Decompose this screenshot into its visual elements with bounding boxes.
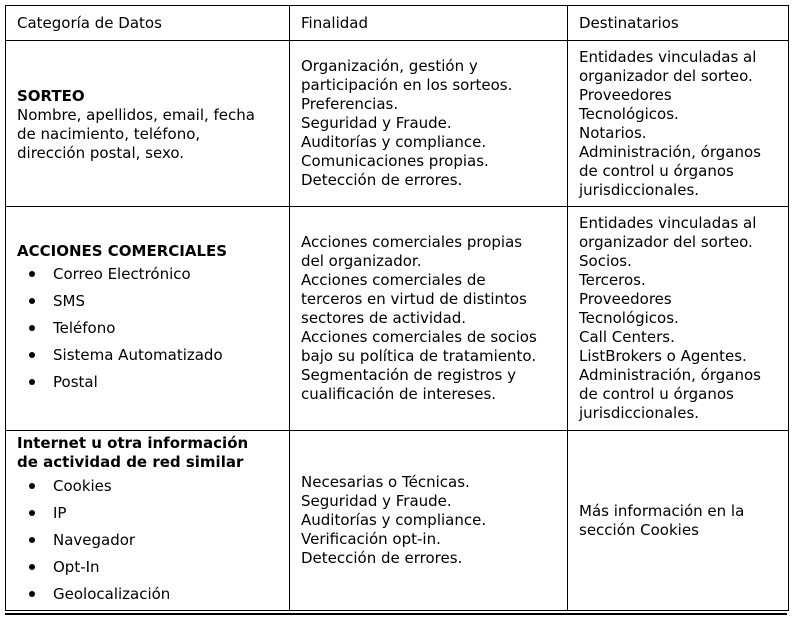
bottom-border (5, 613, 787, 615)
category-cell (6, 41, 290, 207)
header-cell-categoria (6, 6, 290, 41)
list-item-label: SMS (53, 292, 85, 310)
purpose-line: Seguridad y Fraude. (301, 114, 452, 132)
purpose-line: Preferencias. (301, 95, 399, 113)
list-item (17, 288, 283, 315)
table-row (6, 207, 789, 431)
purpose-line: Acciones comerciales de socios (301, 328, 537, 346)
purpose-line: Comunicaciones propias. (301, 152, 489, 170)
list-item (17, 526, 283, 553)
recipient-line: Más información en la (579, 501, 745, 520)
bullet-icon (29, 591, 35, 597)
recipient-line: Proveedores (579, 290, 672, 308)
list-item-label: IP (53, 503, 67, 522)
list-item-label: Geolocalización (53, 584, 171, 603)
recipient-line: de control u órganos (579, 385, 734, 403)
recipient-line: Entidades vinculadas al (579, 214, 757, 232)
bullet-icon (29, 564, 35, 570)
list-item (17, 472, 283, 499)
header-cell-destinatarios (568, 6, 789, 41)
bullet-icon (29, 298, 35, 304)
header-label: Destinatarios (579, 14, 679, 32)
bullet-icon (29, 325, 35, 331)
purpose-cell (290, 207, 568, 431)
recipients-cell (568, 41, 789, 207)
header-cell-finalidad (290, 6, 568, 41)
purpose-line: participación en los sorteos. (301, 76, 513, 94)
purpose-line: Auditorías y compliance. (301, 511, 487, 529)
list-item-label: Correo Electrónico (53, 265, 191, 283)
bullet-icon (29, 483, 35, 489)
purpose-line: sectores de actividad. (301, 309, 467, 327)
list-item (17, 553, 283, 580)
recipient-line: Entidades vinculadas al (579, 47, 757, 66)
table-row (6, 431, 789, 611)
list-item-label: Sistema Automatizado (53, 346, 223, 364)
recipient-line: organizador del sorteo. (579, 66, 753, 85)
header-label: Finalidad (301, 14, 368, 32)
category-title: Internet u otra información (17, 434, 249, 452)
recipients-cell (568, 431, 789, 611)
list-item-label: Opt-In (53, 557, 100, 576)
recipient-line: ListBrokers o Agentes. (579, 347, 747, 365)
recipient-line: Administración, órganos (579, 366, 761, 384)
purpose-line: Acciones comerciales propias (301, 233, 523, 251)
category-title: de actividad de red similar (17, 453, 244, 471)
list-item (17, 315, 283, 342)
table-row (6, 41, 789, 207)
purpose-line: Organización, gestión y (301, 57, 478, 75)
list-item-label: Cookies (53, 476, 112, 495)
bullet-icon (29, 271, 35, 277)
purpose-line: Verificación opt-in. (301, 530, 441, 548)
bullet-icon (29, 537, 35, 543)
recipient-line: Tecnológicos. (579, 104, 679, 123)
purpose-cell (290, 431, 568, 611)
list-item (17, 342, 283, 369)
recipient-line: Tecnológicos. (579, 309, 679, 327)
recipient-line: sección Cookies (579, 520, 699, 539)
list-item-label: Navegador (53, 530, 136, 549)
purpose-line: Necesarias o Técnicas. (301, 473, 470, 491)
recipient-line: jurisdiccionales. (579, 404, 700, 422)
recipient-line: Administración, órganos (579, 142, 761, 161)
recipients-cell (568, 207, 789, 431)
purpose-line: bajo su política de tratamiento. (301, 347, 537, 365)
recipient-line: Proveedores (579, 85, 672, 104)
list-item-label: Teléfono (53, 319, 116, 337)
recipient-line: Terceros. (579, 271, 646, 289)
purpose-line: Seguridad y Fraude. (301, 492, 452, 510)
category-cell (6, 431, 290, 611)
category-title: ACCIONES COMERCIALES (17, 241, 228, 260)
purpose-line: terceros en virtud de distintos (301, 290, 527, 308)
purpose-cell (290, 41, 568, 207)
purpose-line: del organizador. (301, 252, 422, 270)
list-item-label: Postal (53, 373, 98, 391)
purpose-line: Segmentación de registros y (301, 366, 517, 384)
list-item (17, 261, 283, 288)
header-label: Categoría de Datos (17, 14, 162, 32)
bullet-icon (29, 510, 35, 516)
purpose-line: cualificación de intereses. (301, 385, 497, 403)
list-item (17, 580, 283, 607)
category-line: dirección postal, sexo. (17, 143, 185, 162)
data-categories-table (5, 5, 789, 611)
table-header-row (6, 6, 789, 41)
category-title: SORTEO (17, 86, 85, 105)
list-item (17, 499, 283, 526)
bullet-icon (29, 352, 35, 358)
bullet-icon (29, 379, 35, 385)
recipient-line: Notarios. (579, 123, 647, 142)
purpose-line: Auditorías y compliance. (301, 133, 487, 151)
purpose-line: Detección de errores. (301, 171, 463, 189)
recipient-line: Call Centers. (579, 328, 675, 346)
recipient-line: Socios. (579, 252, 632, 270)
recipient-line: de control u órganos (579, 161, 734, 180)
list-item (17, 369, 283, 396)
recipient-line: organizador del sorteo. (579, 233, 753, 251)
category-line: Nombre, apellidos, email, fecha (17, 105, 255, 124)
recipient-line: jurisdiccionales. (579, 180, 700, 199)
purpose-line: Detección de errores. (301, 549, 463, 567)
category-cell (6, 207, 290, 431)
purpose-line: Acciones comerciales de (301, 271, 486, 289)
category-line: de nacimiento, teléfono, (17, 124, 201, 143)
